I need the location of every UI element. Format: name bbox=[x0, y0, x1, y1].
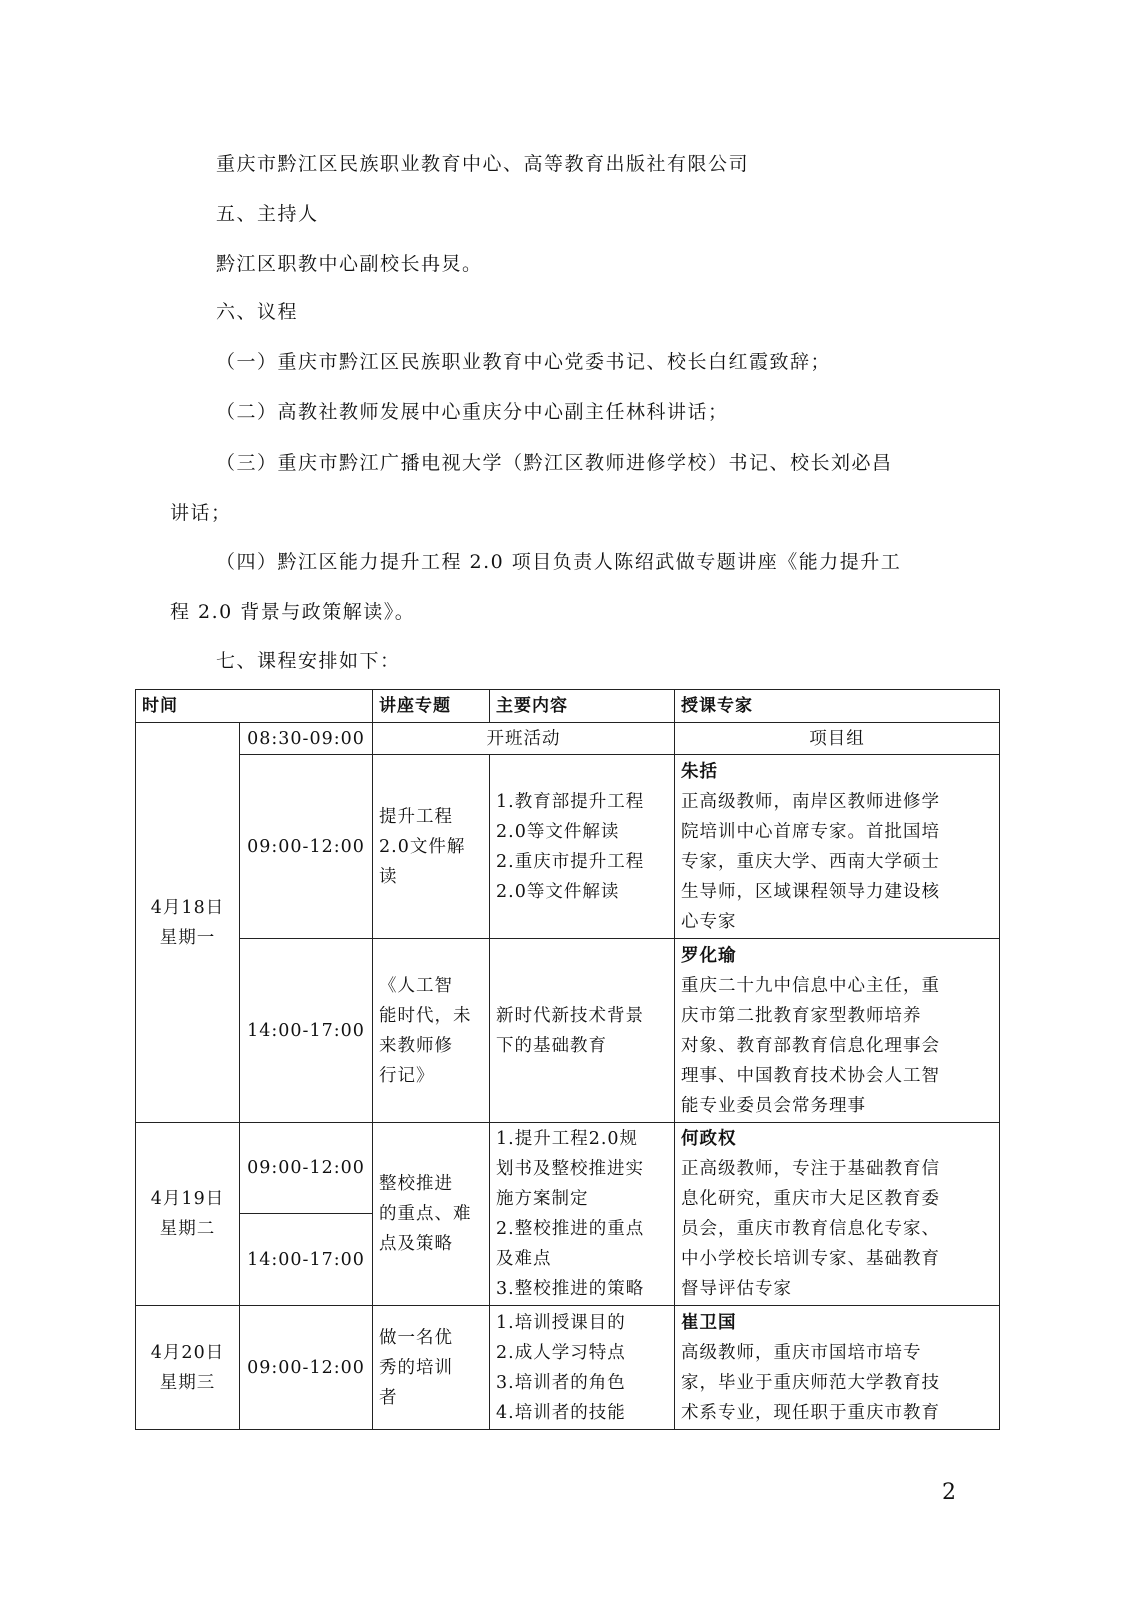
expert-desc-line: 对象、教育部教育信息化理事会 bbox=[681, 1035, 940, 1056]
topic-line: 《人工智 bbox=[379, 975, 453, 996]
expert-desc-line: 正高级教师，南岸区教师进修学 bbox=[681, 791, 940, 812]
activity-cell: 开班活动 bbox=[373, 723, 675, 755]
expert-name: 罗化瑜 bbox=[681, 945, 737, 966]
weekday-day2: 星期二 bbox=[159, 1219, 216, 1239]
expert-cell: 项目组 bbox=[675, 723, 1000, 755]
expert-desc-line: 心专家 bbox=[681, 911, 737, 932]
expert-name: 崔卫国 bbox=[681, 1312, 737, 1333]
topic-line: 读 bbox=[379, 866, 398, 887]
header-content: 主要内容 bbox=[490, 690, 675, 723]
time-cell: 09:00-12:00 bbox=[240, 1123, 373, 1214]
date-day3: 4月20日 bbox=[150, 1342, 225, 1363]
header-topic: 讲座专题 bbox=[373, 690, 490, 723]
schedule-table bbox=[135, 689, 1000, 1430]
content-cell bbox=[490, 939, 675, 1123]
page-number: 2 bbox=[942, 1480, 956, 1505]
content-line: 2.整校推进的重点 bbox=[496, 1219, 645, 1239]
table-row bbox=[136, 1306, 1000, 1430]
expert-desc-line: 息化研究，重庆市大足区教育委 bbox=[681, 1189, 940, 1209]
table-row bbox=[136, 939, 1000, 1123]
date-cell-day1 bbox=[136, 723, 240, 1123]
content-cell bbox=[490, 1306, 675, 1430]
topic-line: 的重点、难 bbox=[379, 1204, 472, 1224]
agenda-item-2: （二）高教社教师发展中心重庆分中心副主任林科讲话； bbox=[216, 401, 729, 423]
content-line: 2.0等文件解读 bbox=[496, 821, 620, 842]
expert-desc-line: 能专业委员会常务理事 bbox=[681, 1095, 866, 1116]
agenda-item-3-cont: 讲话； bbox=[170, 502, 232, 524]
topic-cell bbox=[373, 755, 490, 939]
content-line: 新时代新技术背景 bbox=[496, 1005, 644, 1026]
weekday-day1: 星期一 bbox=[159, 927, 216, 948]
content-line: 及难点 bbox=[496, 1249, 552, 1269]
topic-line: 者 bbox=[379, 1387, 398, 1408]
expert-desc-line: 员会，重庆市教育信息化专家、 bbox=[681, 1219, 940, 1239]
expert-desc-line: 庆市第二批教育家型教师培养 bbox=[681, 1005, 922, 1026]
date-cell-day3 bbox=[136, 1306, 240, 1430]
expert-desc-line: 中小学校长培训专家、基础教育 bbox=[681, 1249, 940, 1269]
expert-cell bbox=[675, 939, 1000, 1123]
heading-agenda: 六、议程 bbox=[216, 301, 299, 323]
time-cell: 14:00-17:00 bbox=[240, 939, 373, 1123]
agenda-item-4: （四）黔江区能力提升工程 2.0 项目负责人陈绍武做专题讲座《能力提升工 bbox=[216, 551, 902, 573]
table-row bbox=[136, 755, 1000, 939]
table-row bbox=[136, 723, 1000, 755]
expert-desc-line: 高级教师，重庆市国培市培专 bbox=[681, 1342, 922, 1363]
header-time: 时间 bbox=[136, 690, 373, 723]
content-line: 1.提升工程2.0规 bbox=[496, 1129, 639, 1149]
content-cell bbox=[490, 1123, 675, 1306]
content-line: 2.重庆市提升工程 bbox=[496, 851, 645, 872]
content-cell bbox=[490, 755, 675, 939]
date-day2: 4月19日 bbox=[150, 1189, 225, 1209]
expert-cell bbox=[675, 1306, 1000, 1430]
weekday-day3: 星期三 bbox=[159, 1372, 216, 1393]
topic-line: 点及策略 bbox=[379, 1234, 453, 1254]
topic-line: 能时代，未 bbox=[379, 1005, 472, 1026]
expert-desc-line: 生导师，区域课程领导力建设核 bbox=[681, 881, 940, 902]
time-cell: 08:30-09:00 bbox=[240, 723, 373, 755]
topic-line: 提升工程 bbox=[379, 806, 453, 827]
topic-line: 秀的培训 bbox=[379, 1357, 453, 1378]
expert-cell bbox=[675, 1123, 1000, 1306]
expert-cell bbox=[675, 755, 1000, 939]
content-line: 下的基础教育 bbox=[496, 1035, 607, 1056]
topic-cell bbox=[373, 1306, 490, 1430]
expert-desc-line: 家，毕业于重庆师范大学教育技 bbox=[681, 1372, 940, 1393]
content-line: 2.0等文件解读 bbox=[496, 881, 620, 902]
topic-line: 整校推进 bbox=[379, 1174, 453, 1194]
content-line: 1.教育部提升工程 bbox=[496, 791, 645, 812]
time-cell: 14:00-17:00 bbox=[240, 1214, 373, 1306]
agenda-item-1: （一）重庆市黔江区民族职业教育中心党委书记、校长白红霞致辞； bbox=[216, 351, 832, 373]
heading-host: 五、主持人 bbox=[216, 203, 319, 225]
paragraph-organizer: 重庆市黔江区民族职业教育中心、高等教育出版社有限公司 bbox=[216, 153, 750, 175]
topic-line: 做一名优 bbox=[379, 1327, 453, 1348]
expert-desc-line: 正高级教师，专注于基础教育信 bbox=[681, 1159, 940, 1179]
expert-desc-line: 理事、中国教育技术协会人工智 bbox=[681, 1065, 940, 1086]
expert-desc-line: 术系专业，现任职于重庆市教育 bbox=[681, 1402, 940, 1423]
time-cell: 09:00-12:00 bbox=[240, 755, 373, 939]
topic-line: 2.0文件解 bbox=[379, 836, 466, 857]
expert-desc-line: 督导评估专家 bbox=[681, 1279, 792, 1299]
expert-desc-line: 院培训中心首席专家。首批国培 bbox=[681, 821, 940, 842]
content-line: 4.培训者的技能 bbox=[496, 1402, 626, 1423]
expert-name: 朱括 bbox=[681, 761, 718, 782]
topic-cell bbox=[373, 1123, 490, 1306]
heading-schedule: 七、课程安排如下： bbox=[216, 650, 401, 672]
date-day1: 4月18日 bbox=[150, 897, 225, 918]
agenda-item-3: （三）重庆市黔江广播电视大学（黔江区教师进修学校）书记、校长刘必昌 bbox=[216, 452, 893, 474]
expert-desc-line: 专家，重庆大学、西南大学硕士 bbox=[681, 851, 940, 872]
agenda-item-4-cont: 程 2.0 背景与政策解读》。 bbox=[170, 601, 416, 623]
table-row bbox=[136, 1123, 1000, 1214]
expert-name: 何政权 bbox=[681, 1129, 737, 1149]
content-line: 划书及整校推进实 bbox=[496, 1159, 644, 1179]
expert-desc-line: 重庆二十九中信息中心主任，重 bbox=[681, 975, 940, 996]
time-cell: 09:00-12:00 bbox=[240, 1306, 373, 1430]
content-line: 3.培训者的角色 bbox=[496, 1372, 626, 1393]
date-cell-day2 bbox=[136, 1123, 240, 1306]
header-expert: 授课专家 bbox=[675, 690, 1000, 723]
topic-line: 来教师修 bbox=[379, 1035, 453, 1056]
content-line: 2.成人学习特点 bbox=[496, 1342, 626, 1363]
paragraph-host: 黔江区职教中心副校长冉炅。 bbox=[216, 253, 483, 275]
content-line: 施方案制定 bbox=[496, 1189, 589, 1209]
content-line: 3.整校推进的策略 bbox=[496, 1279, 645, 1299]
topic-line: 行记》 bbox=[379, 1065, 435, 1086]
topic-cell bbox=[373, 939, 490, 1123]
content-line: 1.培训授课目的 bbox=[496, 1312, 626, 1333]
table-header-row bbox=[136, 690, 1000, 723]
